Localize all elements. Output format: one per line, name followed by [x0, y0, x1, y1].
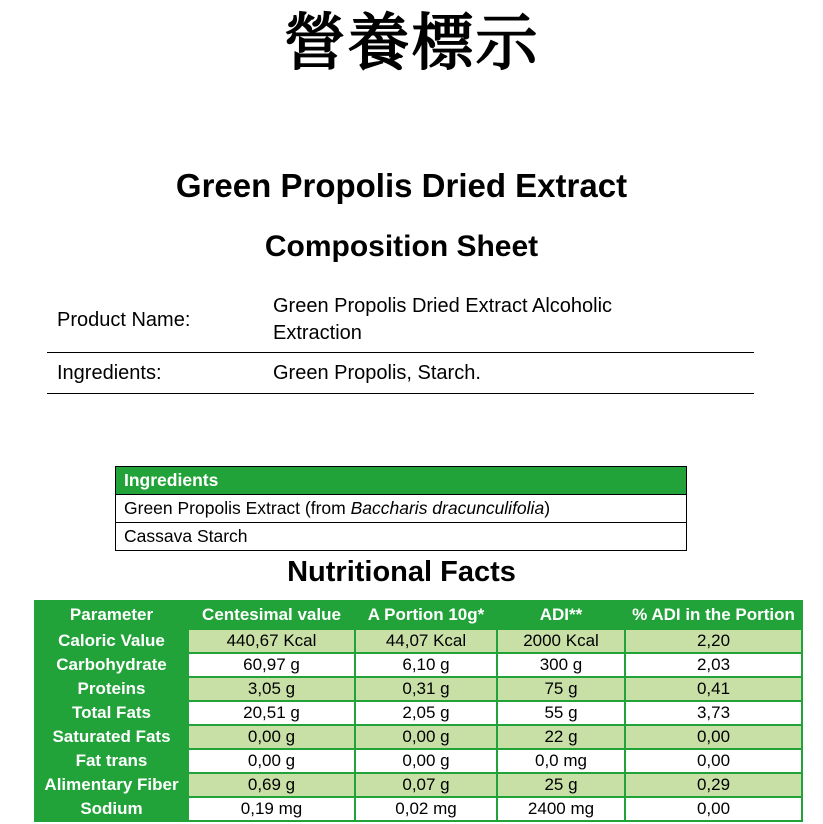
table-cell: 0,29 — [625, 773, 802, 797]
product-name-value — [273, 288, 754, 353]
table-cell: 44,07 Kcal — [355, 629, 497, 653]
table-cell: 75 g — [497, 677, 625, 701]
table-row — [35, 653, 802, 677]
table-cell: 0,00 — [625, 749, 802, 773]
table-cell: 0,02 mg — [355, 797, 497, 821]
table-row — [35, 629, 802, 653]
table-cell: 25 g — [497, 773, 625, 797]
product-name-value-line2: Extraction — [273, 322, 362, 344]
table-cell: 6,10 g — [355, 653, 497, 677]
ingredient-suffix: ) — [544, 498, 551, 518]
ingredients-table-header-row — [116, 467, 687, 495]
table-cell: 3,73 — [625, 701, 802, 725]
table-cell: 0,31 g — [355, 677, 497, 701]
table-cell: 55 g — [497, 701, 625, 725]
column-header-adi: ADI** — [497, 601, 625, 629]
product-info-table — [47, 288, 754, 394]
table-row — [35, 773, 802, 797]
nutrition-header-row — [35, 601, 802, 629]
ingredient-green-propolis-extract — [116, 495, 687, 523]
nutrition-facts-table — [34, 600, 803, 822]
ingredients-row — [47, 353, 754, 394]
ingredients-table-row — [116, 495, 687, 523]
table-cell: 2,03 — [625, 653, 802, 677]
table-cell: 0,00 g — [188, 725, 355, 749]
param-proteins: Proteins — [35, 677, 188, 701]
column-header-adi-percent: % ADI in the Portion — [625, 601, 802, 629]
param-saturated-fats: Saturated Fats — [35, 725, 188, 749]
document-title: Green Propolis Dried Extract — [175, 167, 628, 204]
ingredient-cassava-starch: Cassava Starch — [116, 523, 687, 551]
table-cell: 0,19 mg — [188, 797, 355, 821]
document-subtitle: Composition Sheet — [264, 230, 539, 263]
table-cell: 0,00 g — [188, 749, 355, 773]
page-title-chinese: 營養標示 — [283, 6, 540, 79]
table-cell: 0,41 — [625, 677, 802, 701]
product-name-value-line1: Green Propolis Dried Extract Alcoholic — [273, 295, 613, 317]
table-row — [35, 797, 802, 821]
ingredients-table-header: Ingredients — [116, 467, 687, 495]
param-caloric-value: Caloric Value — [35, 629, 188, 653]
table-cell: 0,0 mg — [497, 749, 625, 773]
table-cell: 0,69 g — [188, 773, 355, 797]
table-row — [35, 701, 802, 725]
table-cell: 300 g — [497, 653, 625, 677]
table-cell: 0,00 — [625, 797, 802, 821]
table-cell: 2,20 — [625, 629, 802, 653]
param-alimentary-fiber: Alimentary Fiber — [35, 773, 188, 797]
table-cell: 60,97 g — [188, 653, 355, 677]
table-cell: 0,00 — [625, 725, 802, 749]
ingredients-value: Green Propolis, Starch. — [273, 353, 754, 394]
column-header-centesimal: Centesimal value — [188, 601, 355, 629]
table-cell: 22 g — [497, 725, 625, 749]
table-row — [35, 725, 802, 749]
nutrition-facts-title: Nutritional Facts — [287, 556, 516, 588]
table-cell: 2400 mg — [497, 797, 625, 821]
table-cell: 0,00 g — [355, 749, 497, 773]
param-total-fats: Total Fats — [35, 701, 188, 725]
ingredient-prefix: Green Propolis Extract (from — [124, 498, 351, 518]
ingredients-table-row — [116, 523, 687, 551]
table-cell: 20,51 g — [188, 701, 355, 725]
ingredients-table — [115, 466, 687, 551]
table-cell: 2,05 g — [355, 701, 497, 725]
product-name-row — [47, 288, 754, 353]
table-cell: 0,00 g — [355, 725, 497, 749]
table-cell: 0,07 g — [355, 773, 497, 797]
ingredients-label: Ingredients: — [47, 353, 273, 394]
product-name-label: Product Name: — [47, 288, 273, 353]
table-cell: 2000 Kcal — [497, 629, 625, 653]
ingredient-species-name: Baccharis dracunculifolia — [350, 498, 545, 518]
param-fat-trans: Fat trans — [35, 749, 188, 773]
param-sodium: Sodium — [35, 797, 188, 821]
table-row — [35, 677, 802, 701]
table-cell: 440,67 Kcal — [188, 629, 355, 653]
column-header-portion: A Portion 10g* — [355, 601, 497, 629]
column-header-parameter: Parameter — [35, 601, 188, 629]
param-carbohydrate: Carbohydrate — [35, 653, 188, 677]
table-row — [35, 749, 802, 773]
table-cell: 3,05 g — [188, 677, 355, 701]
